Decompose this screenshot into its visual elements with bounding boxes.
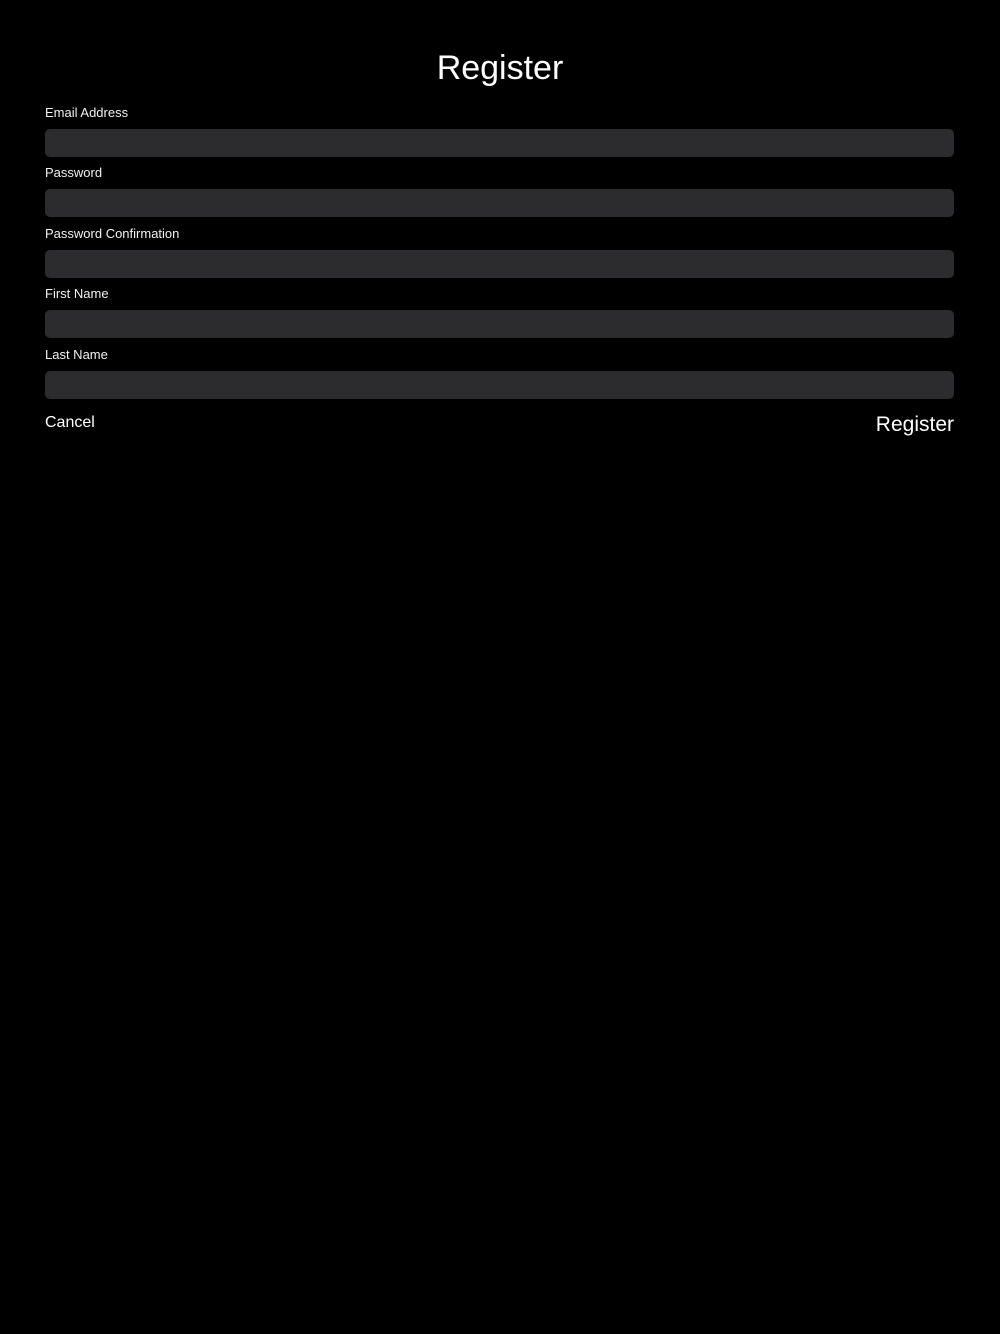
first-name-label: First Name (45, 286, 109, 301)
email-address-label: Email Address (45, 105, 129, 120)
cancel-button[interactable]: Cancel (45, 414, 95, 431)
last-name-field[interactable] (45, 371, 954, 399)
password-field[interactable] (45, 189, 954, 217)
password-confirmation-label: Password Confirmation (45, 226, 180, 241)
first-name-field[interactable] (45, 310, 954, 338)
page-title: Register (436, 49, 564, 87)
email-address-field[interactable] (45, 129, 954, 157)
last-name-label: Last Name (45, 347, 108, 362)
password-confirmation-field[interactable] (45, 250, 954, 278)
register-button[interactable]: Register (875, 413, 954, 436)
password-label: Password (45, 165, 103, 180)
